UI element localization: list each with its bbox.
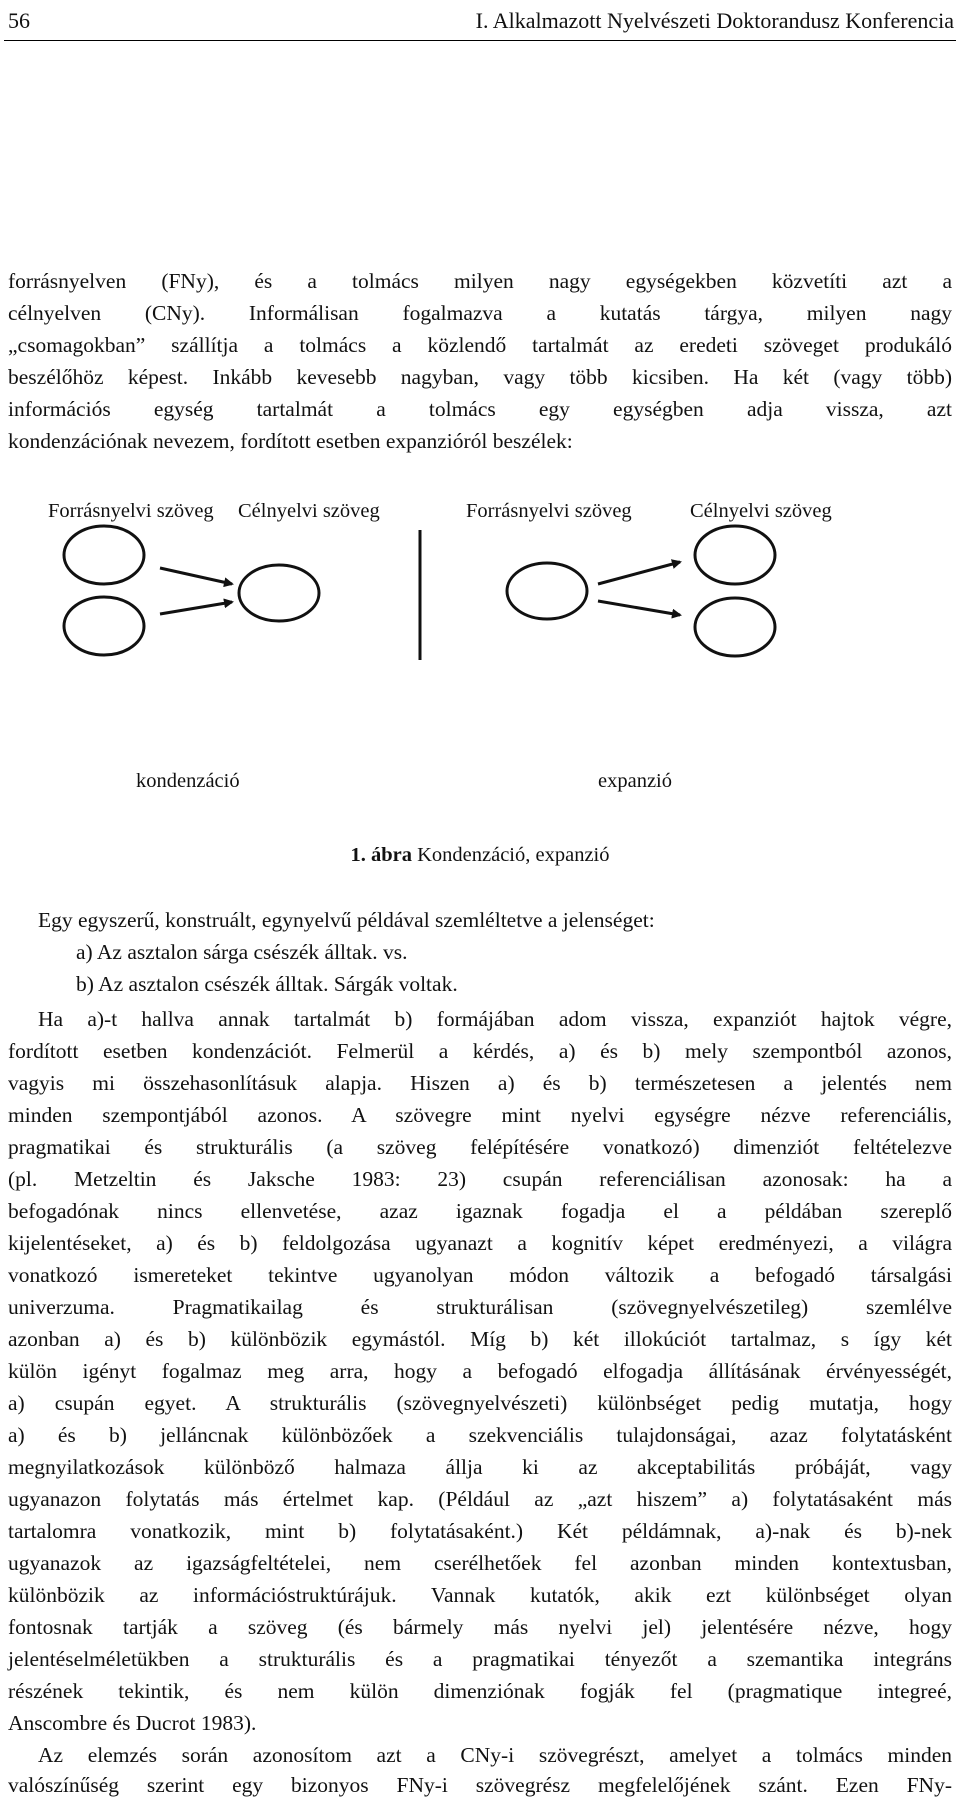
label-target-text-right: Célnyelvi szöveg <box>690 500 832 522</box>
page-number: 56 <box>8 8 30 33</box>
text-line: ugyanazok az igazságfeltételei, nem cserélhetőek fel azonban minden kontextusban, <box>8 1551 952 1575</box>
example-a: a) Az asztalon sárga csészék álltak. vs. <box>76 940 408 964</box>
label-target-text-left: Célnyelvi szöveg <box>238 500 380 522</box>
caption-expansion: expanzió <box>598 770 672 792</box>
source-unit-ellipse <box>64 526 144 584</box>
arrow <box>598 601 680 615</box>
target-unit-ellipse <box>695 526 775 584</box>
text-line: beszélőhöz képest. Inkább kevesebb nagyban, vagy több kicsiben. Ha két (vagy több) <box>8 365 952 389</box>
target-unit-ellipse <box>239 565 319 621</box>
running-title: I. Alkalmazott Nyelvészeti Doktorandusz Konferencia <box>475 8 954 33</box>
figure-caption-text: Kondenzáció, expanzió <box>411 844 610 866</box>
text-line: megnyilatkozások különböző halmaza állja ki az akceptabilitás próbáját, vagy <box>8 1455 952 1479</box>
text-line: kondenzációnak nevezem, fordított esetben expanzióról beszélek: <box>8 429 573 453</box>
source-unit-ellipse <box>64 597 144 655</box>
text-line: külön igényt fogalmaz meg arra, hogy a befogadó elfogadja állításának érvényességét, <box>8 1359 952 1383</box>
text-line: Ha a)-t hallva annak tartalmát b) formájában adom vissza, expanziót hajtok végre, <box>38 1007 952 1031</box>
figure-caption <box>0 844 960 867</box>
text-line: fordított esetben kondenzációt. Felmerül a kérdés, a) és b) mely szempontból azonos, <box>8 1039 952 1063</box>
text-line: forrásnyelven (FNy), és a tolmács milyen nagy egységekben közvetíti azt a <box>8 269 952 293</box>
label-source-text-right: Forrásnyelvi szöveg <box>466 500 632 522</box>
text-line: részének tekintik, és nem külön dimenziónak fogják fel (pragmatique integreé, <box>8 1679 952 1703</box>
text-line: „csomagokban” szállítja a tolmács a közlendő tartalmát az eredeti szöveget produkáló <box>8 333 952 357</box>
text-line: univerzuma. Pragmatikailag és strukturálisan (szövegnyelvészetileg) szemlélve <box>8 1295 952 1319</box>
text-line: információs egység tartalmát a tolmács egy egységben adja vissza, azt <box>8 397 952 421</box>
text-line: kijelentéseket, a) és b) feldolgozása ugyanazt a kognitív képet eredményezi, a világra <box>8 1231 952 1255</box>
text-line: a) és b) jelláncnak különbözőek a szekvenciális tulajdonságai, azaz folytatásként <box>8 1423 952 1447</box>
arrow <box>598 562 680 584</box>
text-line: tartalomra vonatkozik, mint b) folytatásaként.) Két példámnak, a)-nak és b)-nek <box>8 1519 952 1543</box>
arrow <box>160 568 232 584</box>
text-line: vagyis mi összehasonlításuk alapja. Hiszen a) és b) természetesen a jelentés nem <box>8 1071 952 1095</box>
target-unit-ellipse <box>695 598 775 656</box>
text-line: célnyelven (CNy). Informálisan fogalmazva a kutatás tárgya, milyen nagy <box>8 301 952 325</box>
text-line: Anscombre és Ducrot 1983). <box>8 1711 257 1735</box>
text-line: a) csupán egyet. A strukturális (szövegnyelvészeti) különbséget pedig mutatja, hogy <box>8 1391 952 1415</box>
text-line: fontosnak tartják a szöveg (és bármely más nyelvi jel) jelentésére nézve, hogy <box>8 1615 952 1639</box>
figure-number: 1. ábra <box>350 844 412 866</box>
example-b: b) Az asztalon csészék álltak. Sárgák voltak. <box>76 972 458 996</box>
text-line: azonban a) és b) különbözik egymástól. Míg b) két illokúciót tartalmaz, s így két <box>8 1327 952 1351</box>
text-line: ugyanazon folytatás más értelmet kap. (Például az „azt hiszem” a) folytatásaként más <box>8 1487 952 1511</box>
text-line: jelentéselméletükben a strukturális és a pragmatikai tényezőt a szemantika integráns <box>8 1647 952 1671</box>
text-line: minden szempontjából azonos. A szövegre mint nyelvi egységre nézve referenciális, <box>8 1103 952 1127</box>
text-line: valószínűség szerint egy bizonyos FNy-i szövegrész megfelelőjének szánt. Ezen FNy- <box>8 1773 952 1797</box>
text-line: Az elemzés során azonosítom azt a CNy-i szövegrészt, amelyet a tolmács minden <box>38 1743 952 1767</box>
text-line: befogadónak nincs ellenvetése, azaz igaznak fogadja el a példában szereplő <box>8 1199 952 1223</box>
text-line: (pl. Metzeltin és Jaksche 1983: 23) csupán referenciálisan azonosak: ha a <box>8 1167 952 1191</box>
label-source-text-left: Forrásnyelvi szöveg <box>48 500 214 522</box>
source-unit-ellipse <box>507 563 587 619</box>
text-line: különbözik az információstruktúrájuk. Vannak kutatók, akik ezt különbséget olyan <box>8 1583 952 1607</box>
example-lead: Egy egyszerű, konstruált, egynyelvű példával szemléltetve a jelenséget: <box>38 908 655 932</box>
text-line: pragmatikai és strukturális (a szöveg felépítésére vonatkozó) dimenziót feltételezve <box>8 1135 952 1159</box>
text-line: vonatkozó ismereteket tekintve ugyanolyan módon változik a befogadó társalgási <box>8 1263 952 1287</box>
caption-condensation: kondenzáció <box>136 770 240 792</box>
arrow <box>160 602 232 614</box>
